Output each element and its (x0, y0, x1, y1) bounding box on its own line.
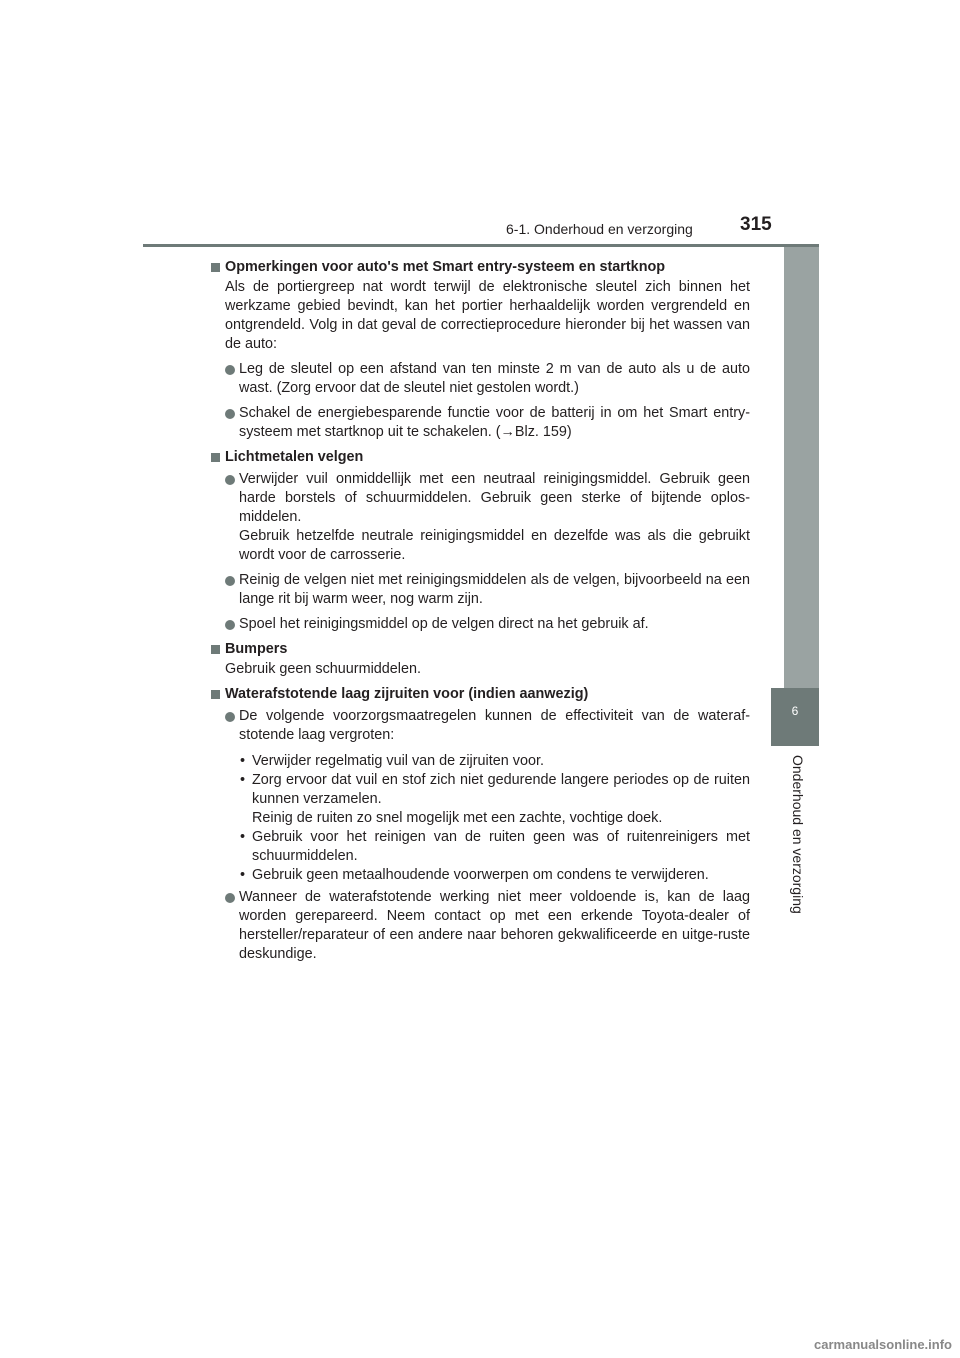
side-rule (784, 247, 819, 688)
sub-item: • Zorg ervoor dat vuil en stof zich niet gedurende langere periodes op de ruiten kunnen verzamelen. Reinig de ruiten zo snel mogelijk met een zachte, vochtige doek. (240, 772, 750, 826)
circle-bullet-icon (225, 365, 235, 375)
bullet-item: Wanneer de waterafstotende werking niet meer voldoende is, kan de laag worden gerepareerd. Neem contact op met een erkende Toyota-dealer of hersteller/reparateur of een andere naar behoren gekwalificeerde en uitge-ruste deskundige. (210, 888, 750, 964)
watermark: carmanualsonline.info (814, 1337, 952, 1352)
circle-bullet-icon (225, 475, 235, 485)
square-bullet-icon (211, 690, 220, 699)
dot-bullet-icon: • (240, 829, 246, 845)
section-heading: Waterafstotende laag zijruiten voor (indien aanwezig) (210, 685, 750, 704)
bullet-item: Spoel het reinigingsmiddel op de velgen direct na het gebruik af. (210, 615, 750, 634)
dot-bullet-icon: • (240, 772, 246, 788)
bullet-item: Leg de sleutel op een afstand van ten minste 2 m van de auto als u de auto wast. (Zorg ervoor dat de sleutel niet gestolen wordt.) (210, 360, 750, 398)
section-heading: Bumpers (210, 640, 750, 659)
chapter-tab (771, 688, 819, 746)
header-rule (143, 244, 819, 247)
square-bullet-icon (211, 645, 220, 654)
sub-list (210, 752, 750, 885)
bullet-item: Reinig de velgen niet met reinigingsmiddelen als de velgen, bijvoorbeeld na een lange rit bij warm weer, nog warm zijn. (210, 571, 750, 609)
circle-bullet-icon (225, 712, 235, 722)
section-heading: Opmerkingen voor auto's met Smart entry-systeem en startknop (210, 258, 750, 277)
chapter-number: 6 (791, 704, 799, 718)
bullet-item: De volgende voorzorgsmaatregelen kunnen de effectiviteit van de wateraf-stotende laag vergroten: (210, 707, 750, 745)
bullet-item: Verwijder vuil onmiddellijk met een neutraal reinigingsmiddel. Gebruik geen harde borstels of schuurmiddelen. Gebruik geen sterke of bijtende oplos-middelen. Gebruik hetzelfde neutrale reinigingsmiddel en dezelfde was als die gebruikt wordt voor de carrosserie. (210, 470, 750, 565)
circle-bullet-icon (225, 893, 235, 903)
section-heading: Lichtmetalen velgen (210, 448, 750, 467)
header-section-title: 6-1. Onderhoud en verzorging (506, 221, 693, 237)
page-number: 315 (740, 214, 772, 235)
sub-item: • Verwijder regelmatig vuil van de zijruiten voor. (240, 753, 544, 769)
chapter-title: Onderhoud en verzorging (790, 755, 806, 914)
page-content (210, 254, 750, 964)
section-paragraph: Gebruik geen schuurmiddelen. (225, 661, 421, 677)
circle-bullet-icon (225, 409, 235, 419)
square-bullet-icon (211, 453, 220, 462)
bullet-item: Schakel de energiebesparende functie voor de batterij in om het Smart entry-systeem met startknop uit te schakelen. (→Blz. 159) (210, 404, 750, 442)
dot-bullet-icon: • (240, 753, 246, 769)
dot-bullet-icon: • (240, 867, 246, 883)
circle-bullet-icon (225, 576, 235, 586)
sub-item: • Gebruik geen metaalhoudende voorwerpen om condens te verwijderen. (240, 867, 709, 883)
sub-item: • Gebruik voor het reinigen van de ruiten geen was of ruitenreinigers met schuurmiddelen. (240, 829, 750, 864)
circle-bullet-icon (225, 620, 235, 630)
square-bullet-icon (211, 263, 220, 272)
section-paragraph: Als de portiergreep nat wordt terwijl de elektronische sleutel zich binnen het werkzame gebied bevindt, kan het portier herhaaldelijk worden vergrendeld en ontgrendeld. Volg in dat geval de correctieprocedure hieronder bij het wassen van de auto: (225, 279, 750, 352)
